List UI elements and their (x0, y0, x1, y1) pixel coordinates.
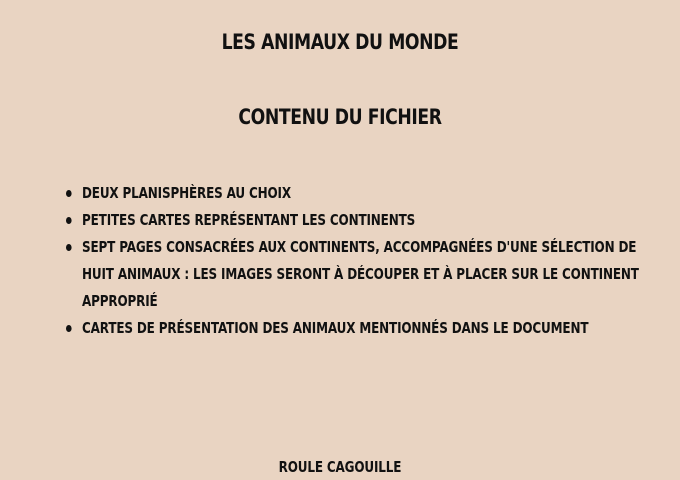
section-heading: CONTENU DU FICHIER (238, 105, 442, 129)
list-item (62, 234, 654, 315)
bullet-icon (66, 190, 72, 197)
list-item-text: SEPT PAGES CONSACRÉES AUX CONTINENTS, ACCOMPAGNÉES D'UNE SÉLECTION DE HUIT ANIMAUX : LES IMAGES SERONT À DÉCOUPER ET À PLACER SUR LE CONTINENT APPROPRIÉ (82, 238, 639, 310)
list-item-text: DEUX PLANISPHÈRES AU CHOIX (82, 184, 291, 202)
author-footer: ROULE CAGOUILLE (278, 458, 402, 476)
list-item (62, 180, 654, 207)
bullet-icon (66, 217, 72, 224)
list-item-text: CARTES DE PRÉSENTATION DES ANIMAUX MENTIONNÉS DANS LE DOCUMENT (82, 319, 589, 337)
content-list (62, 180, 654, 342)
bullet-icon (66, 325, 72, 332)
document-title: LES ANIMAUX DU MONDE (221, 30, 459, 54)
list-item (62, 315, 654, 342)
list-item (62, 207, 654, 234)
list-item-text: PETITES CARTES REPRÉSENTANT LES CONTINENTS (82, 211, 416, 229)
bullet-icon (66, 244, 72, 251)
